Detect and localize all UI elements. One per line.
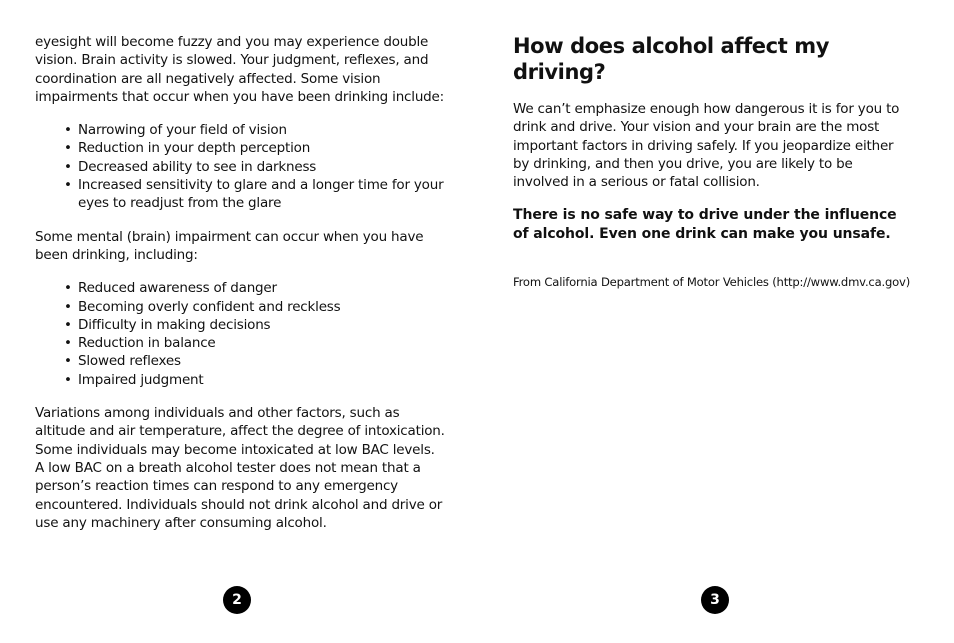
variations-paragraph: Variations among individuals and other factors, such as altitude and air temperature, affect the degree of intoxication. Some individuals may become intoxicated at low BAC levels. A low BAC on a breath alcohol tester does not mean that a person’s reaction times can respond to any emergency encountered. Individuals should not drink alcohol and drive or use any machinery after consuming alcohol. xyxy=(35,405,445,531)
list-item: • Slowed reflexes xyxy=(64,352,447,370)
page-number-badge: 2 xyxy=(223,586,251,614)
body-paragraph: We can’t emphasize enough how dangerous it is for you to drink and drive. Your vision and your brain are the most important factors in driving safely. If you jeopardize either by drinking, and then you drive, you are likely to be involved in a serious or fatal collision. xyxy=(513,101,900,191)
list-item: • Reduction in your depth perception xyxy=(64,139,447,157)
list-item: • Decreased ability to see in darkness xyxy=(64,158,447,176)
warning-callout: There is no safe way to drive under the influence of alcohol. Even one drink can make you unsafe. xyxy=(513,207,897,242)
right-page xyxy=(477,0,954,643)
page-number-badge: 3 xyxy=(701,586,729,614)
vision-impairments-list xyxy=(35,121,447,212)
list-item: • Becoming overly confident and reckless xyxy=(64,298,447,316)
list-item: • Difficulty in making decisions xyxy=(64,316,447,334)
right-page-content xyxy=(513,33,911,243)
list-item: • Reduction in balance xyxy=(64,334,447,352)
mental-impairments-list xyxy=(35,279,447,389)
list-item: • Increased sensitivity to glare and a longer time for your eyes to readjust from the glare xyxy=(64,176,447,213)
intro-paragraph: eyesight will become fuzzy and you may experience double vision. Brain activity is slowed. Your judgment, reflexes, and coordination are all negatively affected. Some vision impairments that occur when you have been drinking include: xyxy=(35,34,445,105)
list-item: • Reduced awareness of danger xyxy=(64,279,447,297)
mental-intro-paragraph: Some mental (brain) impairment can occur when you have been drinking, including: xyxy=(35,228,424,263)
list-item: • Narrowing of your field of vision xyxy=(64,121,447,139)
source-citation: From California Department of Motor Vehicles (http://www.dmv.ca.gov) xyxy=(513,275,911,289)
left-page-content xyxy=(35,33,447,547)
section-heading: How does alcohol affect my driving? xyxy=(513,34,830,84)
list-item: • Impaired judgment xyxy=(64,371,447,389)
